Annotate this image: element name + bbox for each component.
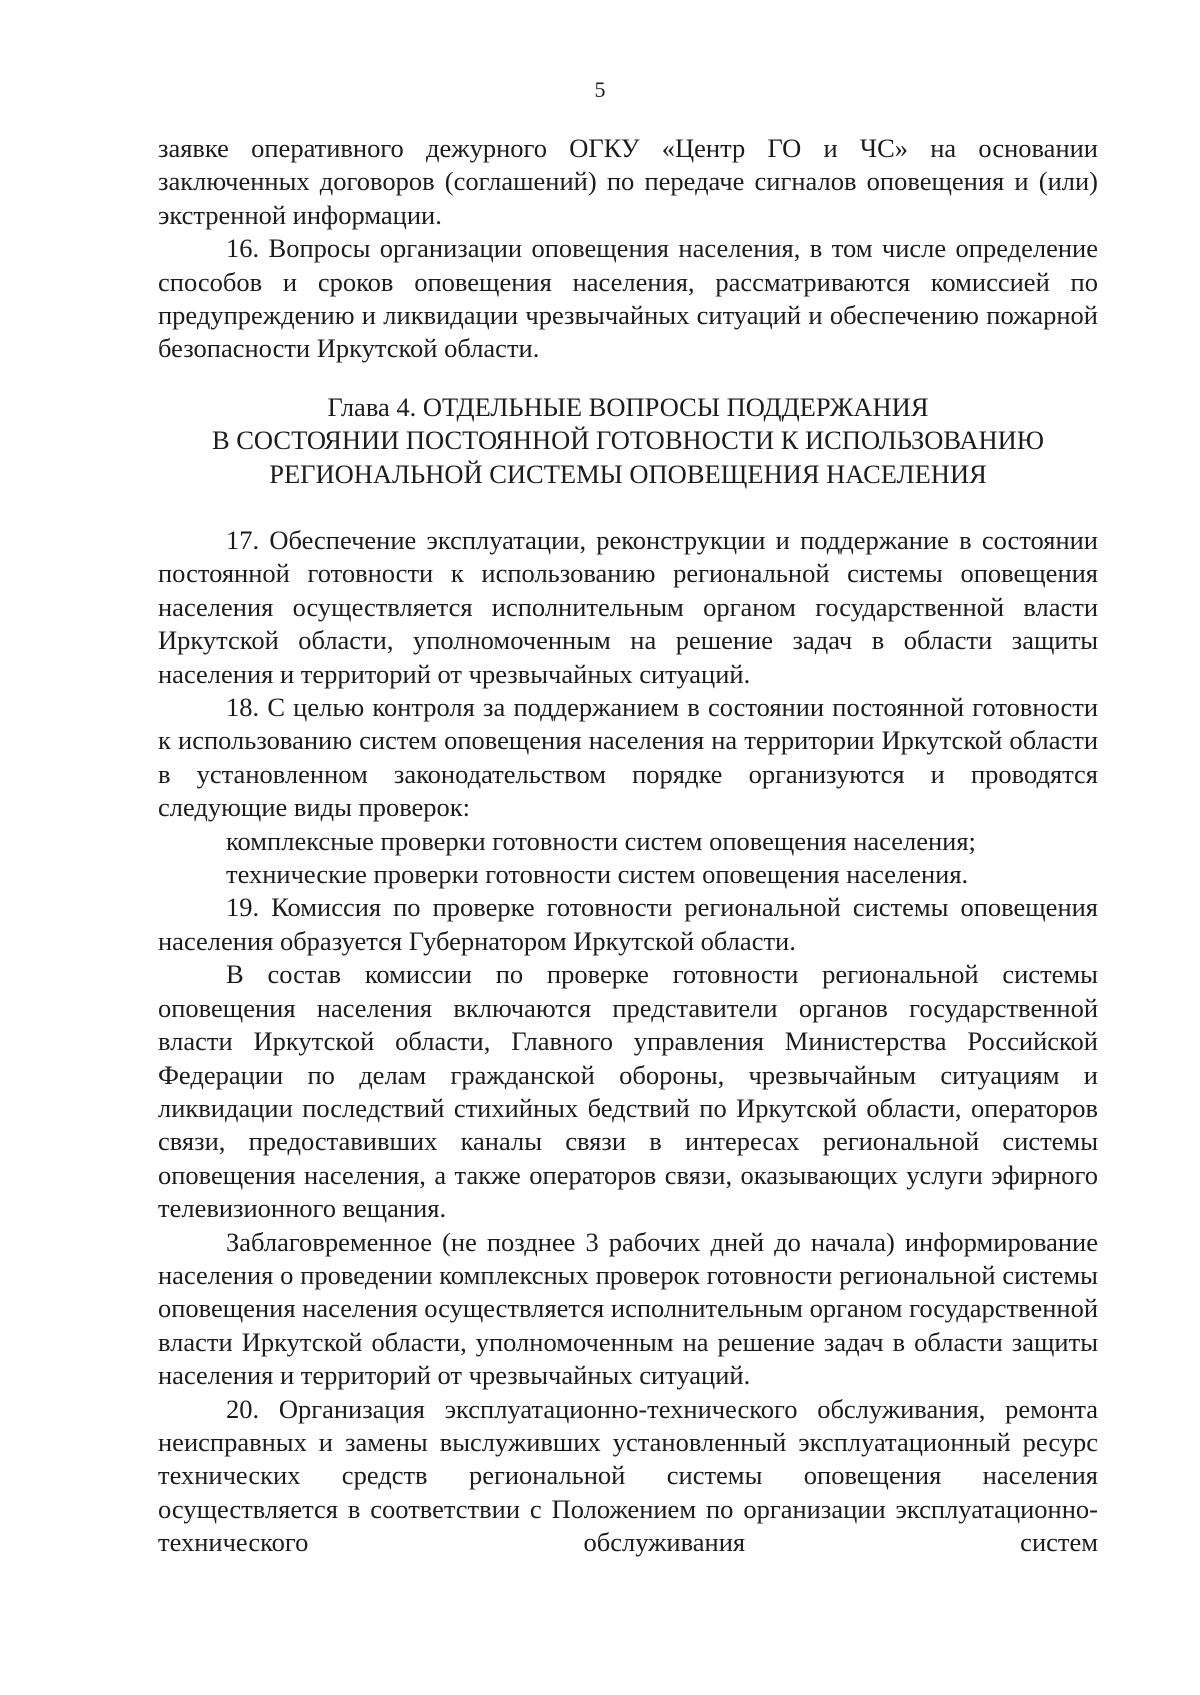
paragraph-item-20: 20. Организация эксплуатационно-технического обслуживания, ремонта неисправных и замены выслуживших установленный эксплуатационный ресурс технических средств региональной системы оповещения населения осуществляется в соответствии с Положением по организации эксплуатационно-технического обслуживания систем: [158, 1393, 1098, 1558]
paragraph-commission-composition: В состав комиссии по проверке готовности региональной системы оповещения населения включаются представители органов государственной власти Иркутской области, Главного управления Министерства Российской Федерации по делам гражданской обороны, чрезвычайным ситуациям и ликвидации последствий стихийных бедствий по Иркутской области, операторов связи, предоставивших каналы связи в интересах региональной системы оповещения населения, а также операторов связи, оказывающих услуги эфирного телевизионного вещания.: [158, 959, 1098, 1224]
paragraph-item-18: 18. С целью контроля за поддержанием в состоянии постоянной готовности к использованию систем оповещения населения на территории Иркутской области в установленном законодательством порядке организуются и проводятся следующие виды проверок:: [158, 692, 1098, 823]
page-number: 5: [594, 77, 606, 102]
list-item-complex-checks: комплексные проверки готовности систем оповещения населения;: [226, 825, 976, 856]
paragraph-item-19: 19. Комиссия по проверке готовности региональной системы оповещения населения образуется Губернатором Иркутской области.: [158, 892, 1098, 956]
intro-section: [158, 132, 1098, 366]
chapter-heading: [158, 391, 1098, 491]
paragraph-item-17: 17. Обеспечение эксплуатации, реконструкции и поддержание в состоянии постоянной готовности к использованию региональной системы оповещения населения осуществляется исполнительным органом государственной власти Иркутской области, уполномоченным на решение задач в области защиты населения и территорий от чрезвычайных ситуаций.: [158, 525, 1098, 689]
paragraph-continuation: заявке оперативного дежурного ОГКУ «Центр ГО и ЧС» на основании заключенных договоров (соглашений) по передаче сигналов оповещения и (или) экстренной информации.: [158, 133, 1098, 230]
chapter-body: [158, 524, 1098, 1560]
chapter-heading-line-2: В СОСТОЯНИИ ПОСТОЯННОЙ ГОТОВНОСТИ К ИСПОЛЬЗОВАНИЮ: [211, 425, 1045, 456]
paragraph-advance-notice: Заблаговременное (не позднее 3 рабочих дней до начала) информирование населения о проведении комплексных проверок готовности региональной системы оповещения населения осуществляется исполнительным органом государственной власти Иркутской области, уполномоченным на решение задач в области защиты населения и территорий от чрезвычайных ситуаций.: [158, 1226, 1098, 1391]
chapter-heading-line-1: Глава 4. ОТДЕЛЬНЫЕ ВОПРОСЫ ПОДДЕРЖАНИЯ: [327, 392, 929, 422]
list-item-technical-checks: технические проверки готовности систем оповещения населения.: [226, 859, 969, 890]
paragraph-item-16: 16. Вопросы организации оповещения населения, в том числе определение способов и сроков оповещения населения, рассматриваются комиссией по предупреждению и ликвидации чрезвычайных ситуаций и обеспечению пожарной безопасности Иркутской области.: [158, 233, 1098, 364]
chapter-heading-line-3: РЕГИОНАЛЬНОЙ СИСТЕМЫ ОПОВЕЩЕНИЯ НАСЕЛЕНИЯ: [269, 458, 987, 489]
